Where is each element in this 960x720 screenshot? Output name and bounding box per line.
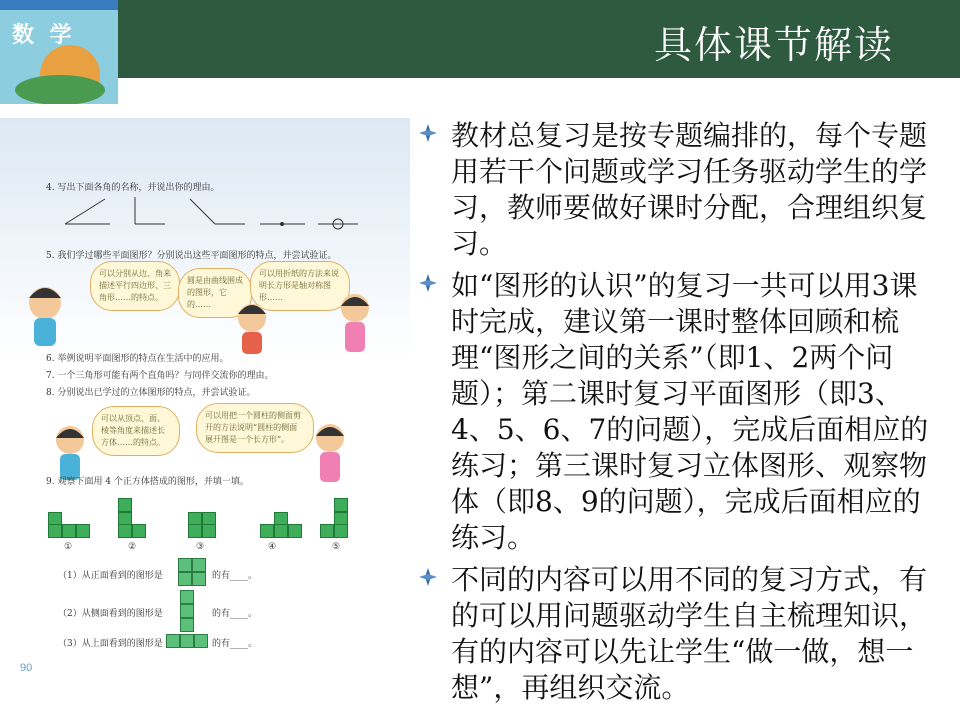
diamond-bullet-icon: [417, 566, 439, 588]
fill-question-2: （2）从侧面看到的图形是: [58, 609, 163, 619]
speech-bubble-2: 圆是由曲线围成的图形，它的……: [178, 268, 252, 318]
header-subbar: [118, 78, 960, 118]
bullet-item: [415, 562, 945, 706]
speech-bubble-1: 可以分别从边、角来描述平行四边形、三角形……的特点。: [90, 261, 180, 311]
speech-bubble-4: 可以从顶点、面、棱等角度来描述长方体……的特点。: [92, 406, 180, 456]
question-4: 4. 写出下面各角的名称，并说出你的理由。: [46, 183, 220, 193]
fill-blank-2: 的有____。: [212, 609, 258, 619]
figure-label-1: ①: [64, 542, 73, 552]
figure-label-5: ⑤: [332, 542, 341, 552]
diamond-bullet-icon: [417, 272, 439, 294]
angle-figures: [60, 194, 360, 234]
figure-label-3: ③: [196, 542, 205, 552]
bullet-text-2: 如“图形的认识”的复习一共可以用3课时完成，建议第一课时整体回顾和梳理“图形之间的关系”（即1、2两个问题）；第二课时复习平面图形（即3、4、5、6、7的问题），完成后面相应的练习；第三课时复习立体图形、观察物体（即8、9的问题），完成后面相应的练习。: [451, 269, 929, 554]
fill-blank-1: 的有____。: [212, 571, 258, 581]
cartoon-children: [10, 278, 390, 358]
figure-label-4: ④: [268, 542, 277, 552]
diamond-bullet-icon: [417, 122, 439, 144]
fill-question-3: （3）从上面看到的图形是: [58, 639, 163, 649]
question-9: 9. 观察下面用 4 个正方体搭成的图形，并填一填。: [46, 477, 249, 487]
fill-blank-3: 的有____。: [212, 639, 258, 649]
speech-bubble-3: 可以用折纸的方法来说明长方形是轴对称图形……: [250, 261, 350, 311]
bullet-list: [415, 118, 945, 712]
cover-title: 数 学: [12, 22, 76, 48]
bullet-item: [415, 268, 945, 556]
header-bar: [118, 0, 960, 78]
slide-title: 具体课节解读: [653, 23, 894, 67]
bullet-text-3: 不同的内容可以用不同的复习方式，有的可以用问题驱动学生自主梳理知识，有的内容可以先让学生“做一做，想一想”，再组织交流。: [451, 563, 928, 704]
textbook-cover-image: [0, 0, 118, 118]
bullet-text-1: 教材总复习是按专题编排的，每个专题用若干个问题或学习任务驱动学生的学习，教师要做好课时分配，合理组织复习。: [451, 119, 928, 260]
page-number: 90: [20, 662, 33, 674]
question-8: 8. 分别说出已学过的立体图形的特点，并尝试验证。: [46, 388, 256, 398]
question-7: 7. 一个三角形可能有两个直角吗？与同伴交流你的理由。: [46, 371, 274, 381]
figure-label-2: ②: [128, 542, 137, 552]
speech-bubble-5: 可以用把一个圆柱的侧面剪开的方法说明“圆柱的侧面展开图是一个长方形”。: [196, 403, 314, 453]
question-5: 5. 我们学过哪些平面图形？分别说出这些平面图形的特点，并尝试验证。: [46, 251, 337, 261]
question-6: 6. 举例说明平面图形的特点在生活中的应用。: [46, 354, 229, 364]
fill-question-1: （1）从正面看到的图形是: [58, 571, 163, 581]
textbook-page-image: [0, 118, 410, 720]
bullet-item: [415, 118, 945, 262]
